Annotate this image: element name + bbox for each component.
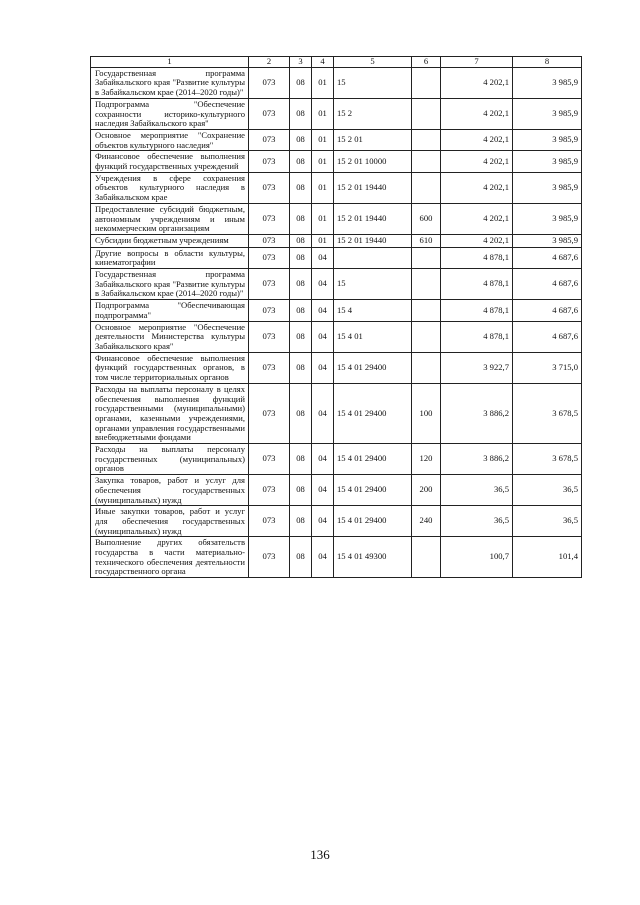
table-row xyxy=(91,203,582,234)
amount-col8-cell: 3 985,9 xyxy=(513,67,582,98)
subsection-code-cell: 04 xyxy=(312,321,334,352)
ministry-code-cell: 073 xyxy=(249,151,290,172)
column-header: 8 xyxy=(513,57,582,68)
expense-type-cell xyxy=(412,151,441,172)
target-article-cell: 15 4 01 29400 xyxy=(334,475,412,506)
target-article-cell: 15 4 01 29400 xyxy=(334,444,412,475)
ministry-code-cell: 073 xyxy=(249,383,290,443)
expense-type-cell xyxy=(412,172,441,203)
amount-col8-cell: 3 985,9 xyxy=(513,172,582,203)
table-row xyxy=(91,321,582,352)
section-code-cell: 08 xyxy=(290,203,312,234)
amount-col8-cell: 3 985,9 xyxy=(513,234,582,247)
row-name-cell: Подпрограмма "Обеспечивающая подпрограмма" xyxy=(91,300,249,321)
ministry-code-cell: 073 xyxy=(249,269,290,300)
target-article-cell: 15 4 01 29400 xyxy=(334,383,412,443)
target-article-cell xyxy=(334,247,412,268)
row-name-cell: Иные закупки товаров, работ и услуг для обеспечения государственных (муниципальных) нужд xyxy=(91,506,249,537)
column-header: 5 xyxy=(334,57,412,68)
subsection-code-cell: 01 xyxy=(312,98,334,129)
subsection-code-cell: 01 xyxy=(312,172,334,203)
row-name-cell: Закупка товаров, работ и услуг для обеспечения государственных (муниципальных) нужд xyxy=(91,475,249,506)
row-name-cell: Выполнение других обязательств государства в части материально-технического обеспечения деятельности государственного органа xyxy=(91,537,249,578)
ministry-code-cell: 073 xyxy=(249,352,290,383)
table-row xyxy=(91,506,582,537)
column-header: 1 xyxy=(91,57,249,68)
ministry-code-cell: 073 xyxy=(249,300,290,321)
row-name-cell: Основное мероприятие "Сохранение объектов культурного наследия" xyxy=(91,129,249,150)
ministry-code-cell: 073 xyxy=(249,537,290,578)
amount-col7-cell: 36,5 xyxy=(441,475,513,506)
table-row xyxy=(91,129,582,150)
ministry-code-cell: 073 xyxy=(249,172,290,203)
budget-table-container xyxy=(90,56,581,578)
amount-col7-cell: 4 878,1 xyxy=(441,300,513,321)
expense-type-cell xyxy=(412,269,441,300)
amount-col8-cell: 36,5 xyxy=(513,506,582,537)
column-header: 6 xyxy=(412,57,441,68)
section-code-cell: 08 xyxy=(290,383,312,443)
row-name-cell: Подпрограмма "Обеспечение сохранности историко-культурного наследия Забайкальского края" xyxy=(91,98,249,129)
expense-type-cell xyxy=(412,247,441,268)
expense-type-cell xyxy=(412,129,441,150)
expense-type-cell: 100 xyxy=(412,383,441,443)
row-name-cell: Предоставление субсидий бюджетным, автономным учреждениям и иным некоммерческим организациям xyxy=(91,203,249,234)
ministry-code-cell: 073 xyxy=(249,321,290,352)
column-header: 2 xyxy=(249,57,290,68)
amount-col7-cell: 36,5 xyxy=(441,506,513,537)
row-name-cell: Учреждения в сфере сохранения объектов культурного наследия в Забайкальском крае xyxy=(91,172,249,203)
table-row xyxy=(91,352,582,383)
amount-col7-cell: 100,7 xyxy=(441,537,513,578)
table-row xyxy=(91,151,582,172)
subsection-code-cell: 04 xyxy=(312,444,334,475)
amount-col7-cell: 4 202,1 xyxy=(441,98,513,129)
table-row xyxy=(91,67,582,98)
amount-col7-cell: 3 922,7 xyxy=(441,352,513,383)
row-name-cell: Государственная программа Забайкальского края "Развитие культуры в Забайкальском крае (2014–2020 годы)" xyxy=(91,67,249,98)
ministry-code-cell: 073 xyxy=(249,129,290,150)
target-article-cell: 15 2 01 xyxy=(334,129,412,150)
row-name-cell: Расходы на выплаты персоналу в целях обеспечения выполнения функций государственными (муниципальными) органами, казенными учреждениями, органами управления государственными внебюджетными фондами xyxy=(91,383,249,443)
ministry-code-cell: 073 xyxy=(249,234,290,247)
section-code-cell: 08 xyxy=(290,537,312,578)
amount-col7-cell: 4 202,1 xyxy=(441,234,513,247)
amount-col8-cell: 4 687,6 xyxy=(513,300,582,321)
ministry-code-cell: 073 xyxy=(249,475,290,506)
ministry-code-cell: 073 xyxy=(249,247,290,268)
section-code-cell: 08 xyxy=(290,300,312,321)
expense-type-cell: 600 xyxy=(412,203,441,234)
amount-col8-cell: 4 687,6 xyxy=(513,321,582,352)
table-row xyxy=(91,234,582,247)
amount-col8-cell: 3 985,9 xyxy=(513,203,582,234)
ministry-code-cell: 073 xyxy=(249,444,290,475)
row-name-cell: Финансовое обеспечение выполнения функций государственных учреждений xyxy=(91,151,249,172)
section-code-cell: 08 xyxy=(290,234,312,247)
amount-col8-cell: 4 687,6 xyxy=(513,247,582,268)
amount-col8-cell: 3 985,9 xyxy=(513,129,582,150)
column-header: 7 xyxy=(441,57,513,68)
subsection-code-cell: 04 xyxy=(312,247,334,268)
target-article-cell: 15 2 xyxy=(334,98,412,129)
subsection-code-cell: 04 xyxy=(312,352,334,383)
subsection-code-cell: 01 xyxy=(312,151,334,172)
section-code-cell: 08 xyxy=(290,444,312,475)
subsection-code-cell: 01 xyxy=(312,129,334,150)
ministry-code-cell: 073 xyxy=(249,506,290,537)
amount-col8-cell: 3 678,5 xyxy=(513,383,582,443)
table-row xyxy=(91,98,582,129)
amount-col7-cell: 4 202,1 xyxy=(441,172,513,203)
section-code-cell: 08 xyxy=(290,67,312,98)
expense-type-cell: 200 xyxy=(412,475,441,506)
expense-type-cell xyxy=(412,537,441,578)
table-row xyxy=(91,247,582,268)
expense-type-cell xyxy=(412,352,441,383)
amount-col8-cell: 3 985,9 xyxy=(513,98,582,129)
table-body xyxy=(91,67,582,577)
amount-col8-cell: 36,5 xyxy=(513,475,582,506)
target-article-cell: 15 4 01 49300 xyxy=(334,537,412,578)
table-row xyxy=(91,269,582,300)
target-article-cell: 15 4 01 29400 xyxy=(334,506,412,537)
section-code-cell: 08 xyxy=(290,247,312,268)
target-article-cell: 15 2 01 19440 xyxy=(334,203,412,234)
expense-type-cell xyxy=(412,67,441,98)
amount-col8-cell: 4 687,6 xyxy=(513,269,582,300)
expense-type-cell: 240 xyxy=(412,506,441,537)
subsection-code-cell: 04 xyxy=(312,537,334,578)
target-article-cell: 15 4 01 29400 xyxy=(334,352,412,383)
ministry-code-cell: 073 xyxy=(249,203,290,234)
expense-type-cell: 610 xyxy=(412,234,441,247)
amount-col7-cell: 4 878,1 xyxy=(441,247,513,268)
amount-col8-cell: 3 678,5 xyxy=(513,444,582,475)
ministry-code-cell: 073 xyxy=(249,67,290,98)
table-row xyxy=(91,383,582,443)
budget-table xyxy=(90,56,582,578)
subsection-code-cell: 04 xyxy=(312,383,334,443)
row-name-cell: Финансовое обеспечение выполнения функций государственных органов, в том числе территориальных органов xyxy=(91,352,249,383)
section-code-cell: 08 xyxy=(290,352,312,383)
amount-col7-cell: 4 878,1 xyxy=(441,269,513,300)
section-code-cell: 08 xyxy=(290,269,312,300)
row-name-cell: Другие вопросы в области культуры, кинематографии xyxy=(91,247,249,268)
target-article-cell: 15 xyxy=(334,269,412,300)
subsection-code-cell: 01 xyxy=(312,234,334,247)
target-article-cell: 15 2 01 19440 xyxy=(334,234,412,247)
amount-col8-cell: 3 985,9 xyxy=(513,151,582,172)
section-code-cell: 08 xyxy=(290,475,312,506)
table-row xyxy=(91,444,582,475)
amount-col7-cell: 3 886,2 xyxy=(441,444,513,475)
subsection-code-cell: 01 xyxy=(312,203,334,234)
amount-col7-cell: 4 202,1 xyxy=(441,203,513,234)
target-article-cell: 15 4 01 xyxy=(334,321,412,352)
row-name-cell: Субсидии бюджетным учреждениям xyxy=(91,234,249,247)
subsection-code-cell: 04 xyxy=(312,506,334,537)
row-name-cell: Расходы на выплаты персоналу государственных (муниципальных) органов xyxy=(91,444,249,475)
expense-type-cell xyxy=(412,321,441,352)
header-row xyxy=(91,57,582,68)
amount-col8-cell: 3 715,0 xyxy=(513,352,582,383)
subsection-code-cell: 04 xyxy=(312,300,334,321)
section-code-cell: 08 xyxy=(290,172,312,203)
section-code-cell: 08 xyxy=(290,321,312,352)
subsection-code-cell: 01 xyxy=(312,67,334,98)
target-article-cell: 15 2 01 19440 xyxy=(334,172,412,203)
section-code-cell: 08 xyxy=(290,129,312,150)
column-header: 4 xyxy=(312,57,334,68)
amount-col7-cell: 4 878,1 xyxy=(441,321,513,352)
expense-type-cell xyxy=(412,98,441,129)
column-header: 3 xyxy=(290,57,312,68)
amount-col8-cell: 101,4 xyxy=(513,537,582,578)
target-article-cell: 15 4 xyxy=(334,300,412,321)
target-article-cell: 15 2 01 10000 xyxy=(334,151,412,172)
expense-type-cell: 120 xyxy=(412,444,441,475)
subsection-code-cell: 04 xyxy=(312,475,334,506)
amount-col7-cell: 3 886,2 xyxy=(441,383,513,443)
table-row xyxy=(91,475,582,506)
amount-col7-cell: 4 202,1 xyxy=(441,151,513,172)
target-article-cell: 15 xyxy=(334,67,412,98)
table-row xyxy=(91,537,582,578)
section-code-cell: 08 xyxy=(290,98,312,129)
page-number: 136 xyxy=(310,847,330,862)
ministry-code-cell: 073 xyxy=(249,98,290,129)
section-code-cell: 08 xyxy=(290,506,312,537)
amount-col7-cell: 4 202,1 xyxy=(441,67,513,98)
section-code-cell: 08 xyxy=(290,151,312,172)
amount-col7-cell: 4 202,1 xyxy=(441,129,513,150)
expense-type-cell xyxy=(412,300,441,321)
table-row xyxy=(91,172,582,203)
subsection-code-cell: 04 xyxy=(312,269,334,300)
row-name-cell: Основное мероприятие "Обеспечение деятельности Министерства культуры Забайкальского края" xyxy=(91,321,249,352)
table-row xyxy=(91,300,582,321)
row-name-cell: Государственная программа Забайкальского края "Развитие культуры в Забайкальском крае (2014–2020 годы)" xyxy=(91,269,249,300)
